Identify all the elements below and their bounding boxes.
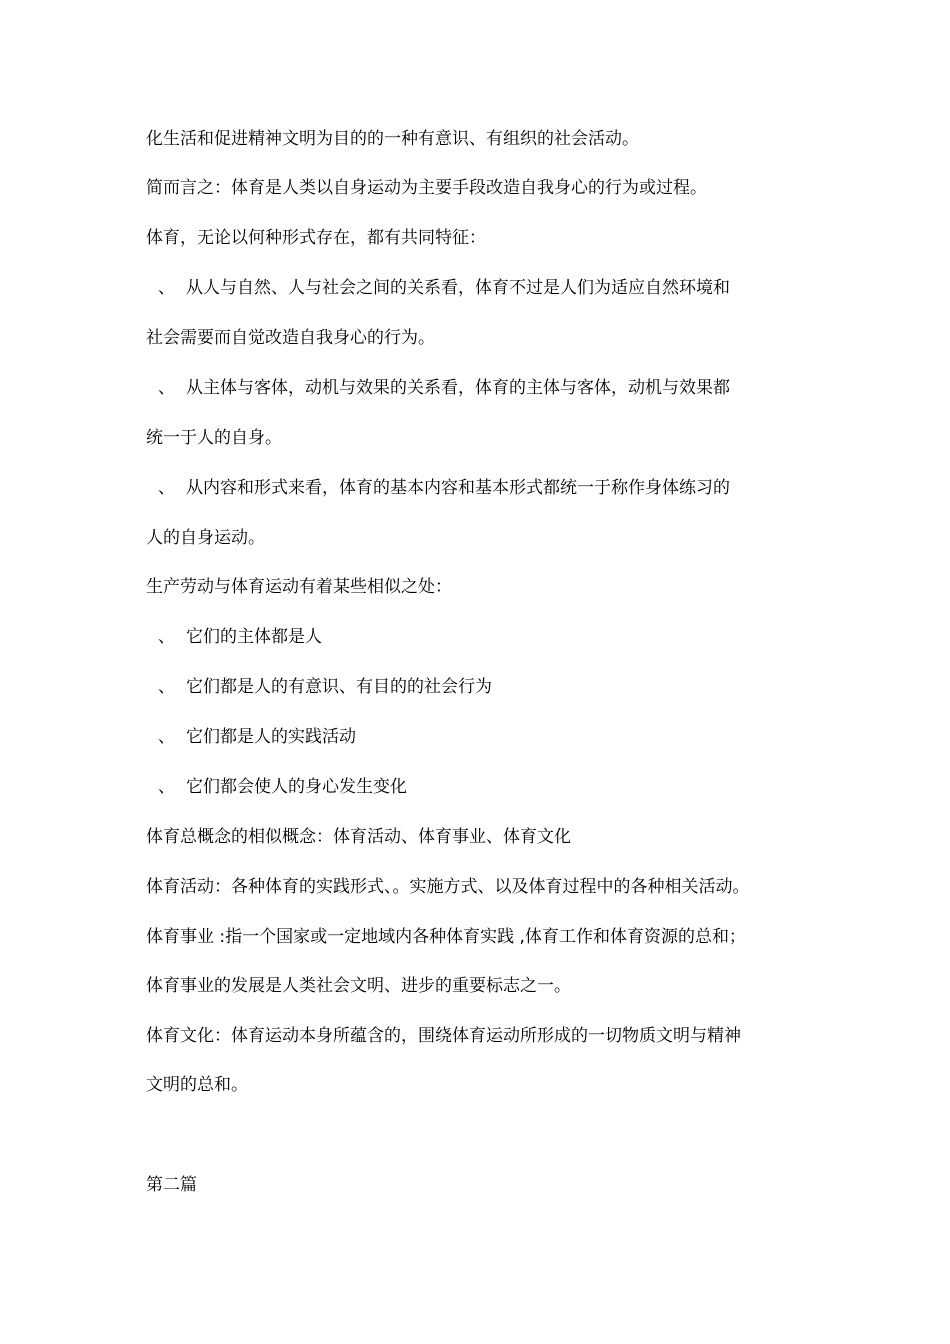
bullet-text: 从主体与客体，动机与效果的关系看，体育的主体与客体，动机与效果都 [186,378,730,398]
text-line: 体育总概念的相似概念：体育活动、体育事业、体育文化 [146,827,571,847]
text-line: 文明的总和。 [146,1075,248,1095]
text-line: 人的自身运动。 [146,528,265,548]
bullet-mark: 、 [158,677,175,697]
bullet-text: 它们的主体都是人 [186,627,322,647]
text-line: 体育事业的发展是人类社会文明、进步的重要标志之一。 [146,976,571,996]
bullet-item [158,725,356,749]
text-line: 化生活和促进精神文明为目的的一种有意识、有组织的社会活动。 [146,129,639,149]
bullet-mark: 、 [158,378,175,398]
bullet-item [158,276,730,300]
bullet-mark: 、 [158,278,175,298]
bullet-item [158,675,492,699]
bullet-item [158,476,730,500]
bullet-item [158,625,322,649]
bullet-mark: 、 [158,627,175,647]
bullet-text: 从人与自然、人与社会之间的关系看，体育不过是人们为适应自然环境和 [186,278,730,298]
bullet-item [158,376,730,400]
bullet-mark: 、 [158,478,175,498]
text-line: 体育事业 :指一个国家或一定地域内各种体育实践 ,体育工作和体育资源的总和； [146,927,746,947]
text-line: 简而言之：体育是人类以自身运动为主要手段改造自我身心的行为或过程。 [146,178,707,198]
bullet-text: 它们都会使人的身心发生变化 [186,777,407,797]
bullet-mark: 、 [158,727,175,747]
bullet-mark: 、 [158,777,175,797]
bullet-text: 从内容和形式来看，体育的基本内容和基本形式都统一于称作身体练习的 [186,478,730,498]
bullet-text: 它们都是人的有意识、有目的的社会行为 [186,677,492,697]
section-heading: 第二篇 [146,1175,197,1195]
bullet-item [158,775,407,799]
text-line: 生产劳动与体育运动有着某些相似之处： [146,577,452,597]
text-line: 体育文化：体育运动本身所蕴含的，围绕体育运动所形成的一切物质文明与精神 [146,1026,741,1046]
text-line: 统一于人的自身。 [146,428,282,448]
bullet-text: 它们都是人的实践活动 [186,727,356,747]
text-line: 体育，无论以何种形式存在，都有共同特征： [146,228,486,248]
text-line: 体育活动：各种体育的实践形式、。实施方式、以及体育过程中的各种相关活动。 [146,877,750,897]
text-line: 社会需要而自觉改造自我身心的行为。 [146,328,435,348]
